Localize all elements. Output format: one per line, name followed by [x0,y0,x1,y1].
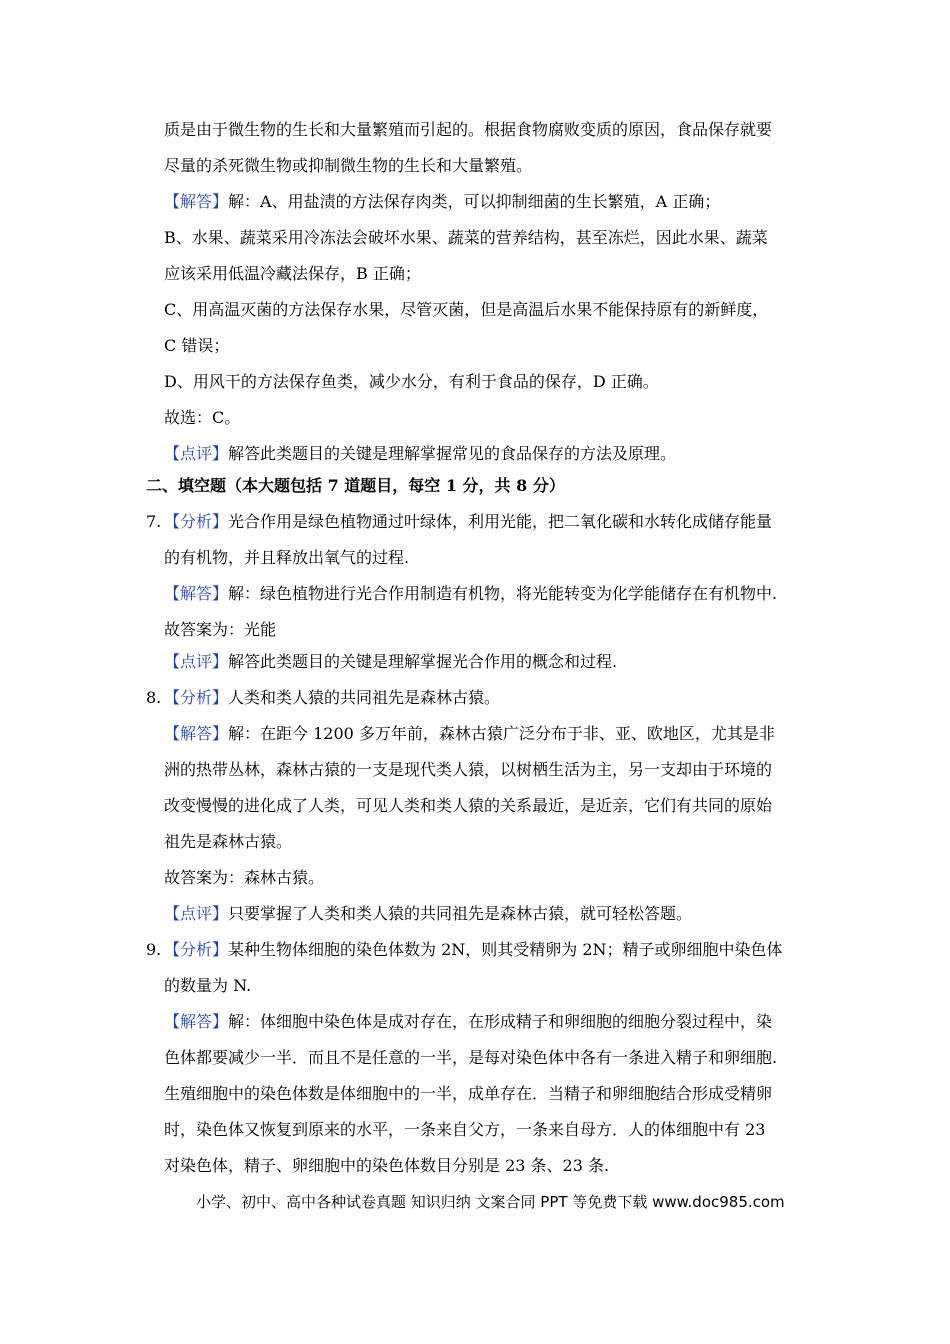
text-line: 对染色体，精子、卵细胞中的染色体数目分别是 23 条、23 条. [164,1156,610,1175]
text-line: 【解答】解：绿色植物进行光合作用制造有机物，将光能转变为化学能储存在有机物中. [164,584,778,603]
text-line: 故答案为：森林古猿。 [164,868,325,887]
text-line: 改变慢慢的进化成了人类，可见人类和类人猿的关系最近，是近亲，它们有共同的原始 [164,796,773,815]
question-number: 8. [146,688,162,707]
analysis-tag: 【分析】 [164,940,229,959]
text-line: D、用风干的方法保存鱼类，减少水分，有利于食品的保存，D 正确。 [164,372,659,391]
text-line: 【分析】光合作用是绿色植物通过叶绿体，利用光能，把二氧化碳和水转化成储存能量 [164,512,773,531]
answer-tag: 【解答】 [164,192,229,211]
question-number: 7. [146,512,162,531]
text-line: 应该采用低温冷藏法保存，B 正确； [164,264,421,283]
text-line: C、用高温灭菌的方法保存水果，尽管灭菌，但是高温后水果不能保持原有的新鲜度， [164,300,769,319]
text-line: 故答案为：光能 [164,620,277,639]
text-line: 故选：C。 [164,408,241,427]
analysis-tag: 【分析】 [164,512,229,531]
section-heading: 二、填空题（本大题包括 7 道题目，每空 1 分，共 8 分） [146,476,565,495]
text-line: 的数量为 N. [164,976,252,995]
text-line: 【解答】解：A、用盐渍的方法保存肉类，可以抑制细菌的生长繁殖，A 正确； [164,192,721,211]
answer-tag: 【解答】 [164,584,229,603]
answer-tag: 【解答】 [164,1012,229,1031]
question-number: 9. [146,940,162,959]
text-line: 【分析】人类和类人猿的共同祖先是森林古猿。 [164,688,501,707]
text-line: 生殖细胞中的染色体数是体细胞中的一半，成单存在．当精子和卵细胞结合形成受精卵 [164,1084,773,1103]
text-line: 【解答】解：在距今 1200 多万年前，森林古猿广泛分布于非、亚、欧地区，尤其是非 [164,724,775,743]
text-line: 【点评】只要掌握了人类和类人猿的共同祖先是森林古猿，就可轻松答题。 [164,904,693,923]
text-line: 【点评】解答此类题目的关键是理解掌握常见的食品保存的方法及原理。 [164,444,677,463]
text-line: 时，染色体又恢复到原来的水平，一条来自父方，一条来自母方．人的体细胞中有 23 [164,1120,766,1139]
text-line: 的有机物，并且释放出氧气的过程. [164,548,410,567]
text-line: C 错误； [164,336,230,355]
page-footer: 小学、初中、高中各种试卷真题 知识归纳 文案合同 PPT 等免费下载 www.doc985.com [196,1193,785,1211]
comment-tag: 【点评】 [164,444,229,463]
text-line: 洲的热带丛林，森林古猿的一支是现代类人猿，以树栖生活为主，另一支却由于环境的 [164,760,773,779]
analysis-tag: 【分析】 [164,688,229,707]
comment-tag: 【点评】 [164,652,229,671]
text-line: B、水果、蔬菜采用冷冻法会破坏水果、蔬菜的营养结构，甚至冻烂，因此水果、蔬菜 [164,228,768,247]
answer-tag: 【解答】 [164,724,229,743]
text-line: 【分析】某种生物体细胞的染色体数为 2N，则其受精卵为 2N；精子或卵细胞中染色体 [164,940,783,959]
text-line: 质是由于微生物的生长和大量繁殖而引起的。根据食物腐败变质的原因，食品保存就要 [164,120,773,139]
comment-tag: 【点评】 [164,904,229,923]
text-line: 祖先是森林古猿。 [164,832,293,851]
text-line: 色体都要减少一半．而且不是任意的一半，是每对染色体中各有一条进入精子和卵细胞. [164,1048,778,1067]
text-line: 尽量的杀死微生物或抑制微生物的生长和大量繁殖。 [164,156,533,175]
text-line: 【点评】解答此类题目的关键是理解掌握光合作用的概念和过程. [164,652,618,671]
text-line: 【解答】解：体细胞中染色体是成对存在，在形成精子和卵细胞的细胞分裂过程中，染 [164,1012,773,1031]
